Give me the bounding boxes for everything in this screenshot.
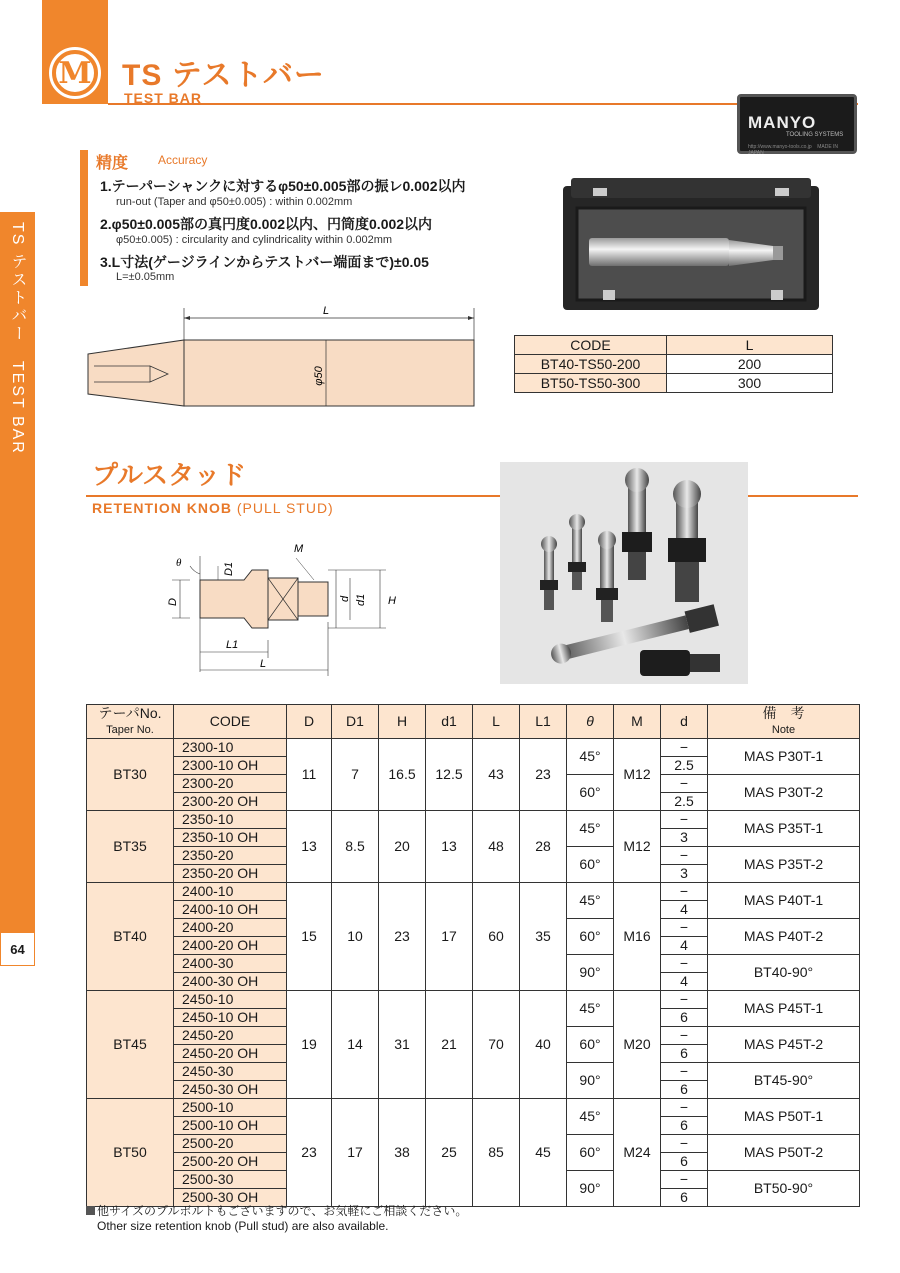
header-code: CODE: [174, 705, 287, 739]
cell-note: MAS P40T-2: [708, 919, 860, 955]
accuracy-item-2: 2.φ50±0.005部の真円度0.002以内、円筒度0.002以内: [100, 216, 433, 232]
cell-code: 2500-30 OH: [174, 1189, 287, 1207]
label-D1: D1: [223, 561, 235, 576]
cell-d1: 13: [426, 811, 473, 883]
cell-D: 13: [287, 811, 332, 883]
cell-d: −: [661, 1027, 708, 1045]
cell-code: BT40-TS50-200: [515, 355, 667, 374]
manyo-logo-icon: [46, 44, 104, 102]
cell-note: MAS P50T-1: [708, 1099, 860, 1135]
cell-d: 6: [661, 1189, 708, 1207]
accuracy-item-1-en: run-out (Taper and φ50±0.005) : within 0.002mm: [116, 196, 353, 208]
cell-d: 6: [661, 1081, 708, 1099]
cell-theta: 90°: [567, 1171, 614, 1207]
table-header-row: [515, 336, 833, 355]
cell-L: 48: [473, 811, 520, 883]
cell-note: BT50-90°: [708, 1171, 860, 1207]
header-M: M: [614, 705, 661, 739]
cell-taper: BT40: [87, 883, 174, 991]
footnote: [86, 1204, 467, 1234]
cell-code: 2300-20: [174, 775, 287, 793]
cell-H: 31: [379, 991, 426, 1099]
cell-D1: 14: [332, 991, 379, 1099]
cell-L1: 35: [520, 883, 567, 991]
cell-code: 2500-20: [174, 1135, 287, 1153]
header-D1: D1: [332, 705, 379, 739]
cell-L1: 40: [520, 991, 567, 1099]
cell-note: MAS P45T-2: [708, 1027, 860, 1063]
cell-code: 2500-10 OH: [174, 1117, 287, 1135]
cell-code: 2450-20 OH: [174, 1045, 287, 1063]
cell-d: 6: [661, 1153, 708, 1171]
cell-H: 16.5: [379, 739, 426, 811]
cell-d: −: [661, 811, 708, 829]
header-D: D: [287, 705, 332, 739]
test-bar-code-table: [514, 335, 833, 393]
square-bullet-icon: [86, 1206, 95, 1215]
cell-code: 2450-30 OH: [174, 1081, 287, 1099]
cell-code: BT50-TS50-300: [515, 374, 667, 393]
cell-d1: 25: [426, 1099, 473, 1207]
cell-code: 2300-10: [174, 739, 287, 757]
cell-D: 23: [287, 1099, 332, 1207]
accuracy-item-2-en: φ50±0.005) : circularity and cylindricality within 0.002mm: [116, 234, 393, 246]
footnote-en: Other size retention knob (Pull stud) are also available.: [97, 1219, 389, 1233]
cell-code: 2400-30 OH: [174, 973, 287, 991]
accuracy-marker: [80, 150, 88, 286]
cell-code: 2450-10: [174, 991, 287, 1009]
header-code: CODE: [515, 336, 667, 355]
cell-M: M24: [614, 1099, 661, 1207]
header-L: L: [473, 705, 520, 739]
label-M: M: [294, 543, 304, 555]
cell-d1: 17: [426, 883, 473, 991]
cell-d: 6: [661, 1009, 708, 1027]
pull-stud-drawing: [160, 536, 420, 684]
accuracy-heading-en: Accuracy: [158, 153, 208, 167]
table-row: [87, 991, 860, 1009]
table-row: [87, 1099, 860, 1117]
cell-code: 2500-10: [174, 1099, 287, 1117]
cell-code: 2400-10: [174, 883, 287, 901]
cell-theta: 90°: [567, 1063, 614, 1099]
label-L1: L1: [226, 639, 239, 651]
accuracy-item-3-en: L=±0.05mm: [116, 271, 175, 283]
brand-tagline: TOOLING SYSTEMS: [786, 132, 844, 138]
header-theta: θ: [567, 705, 614, 739]
cell-theta: 45°: [567, 883, 614, 919]
retention-knob-photo: [500, 462, 748, 684]
cell-note: MAS P30T-2: [708, 775, 860, 811]
header-L1: L1: [520, 705, 567, 739]
cell-H: 20: [379, 811, 426, 883]
cell-d: 3: [661, 865, 708, 883]
cell-d: 6: [661, 1117, 708, 1135]
cell-taper: BT50: [87, 1099, 174, 1207]
cell-D1: 17: [332, 1099, 379, 1207]
cell-code: 2400-30: [174, 955, 287, 973]
header-taper: テーパNo. Taper No.: [87, 705, 174, 739]
cell-note: MAS P30T-1: [708, 739, 860, 775]
cell-note: MAS P35T-1: [708, 811, 860, 847]
manyo-brand-plate: [737, 94, 857, 154]
brand-url: http://www.manyo-tools.co.jp MADE IN JAPAN: [748, 144, 839, 156]
cell-code: 2350-20 OH: [174, 865, 287, 883]
cell-l: 300: [667, 374, 833, 393]
header-l: L: [667, 336, 833, 355]
table-row: [515, 374, 833, 393]
cell-code: 2450-10 OH: [174, 1009, 287, 1027]
cell-L1: 28: [520, 811, 567, 883]
accuracy-item-1: 1.テーパーシャンクに対するφ50±0.005部の振レ0.002以内: [100, 178, 466, 194]
table-row: [87, 811, 860, 829]
side-tab-label: TS テストバー TEST BAR: [9, 222, 26, 455]
drawing-label-L: L: [322, 305, 330, 317]
cell-code: 2300-10 OH: [174, 757, 287, 775]
cell-D1: 8.5: [332, 811, 379, 883]
cell-L: 60: [473, 883, 520, 991]
cell-M: M12: [614, 739, 661, 811]
cell-theta: 90°: [567, 955, 614, 991]
cell-d: −: [661, 991, 708, 1009]
cell-D1: 7: [332, 739, 379, 811]
logo-letter: M: [52, 50, 98, 96]
pull-stud-subtitle: RETENTION KNOB (PULL STUD): [92, 500, 334, 516]
cell-note: BT40-90°: [708, 955, 860, 991]
test-bar-drawing: [80, 300, 480, 410]
cell-d: −: [661, 883, 708, 901]
cell-d: 4: [661, 901, 708, 919]
cell-d1: 12.5: [426, 739, 473, 811]
cell-code: 2450-20: [174, 1027, 287, 1045]
cell-d: 4: [661, 973, 708, 991]
cell-L1: 23: [520, 739, 567, 811]
cell-note: MAS P40T-1: [708, 883, 860, 919]
retention-knob-spec-table: [86, 704, 860, 1207]
cell-code: 2450-30: [174, 1063, 287, 1081]
accuracy-item-3: 3.L寸法(ゲージラインからテストバー端面まで)±0.05: [100, 254, 429, 270]
cell-theta: 60°: [567, 775, 614, 811]
cell-d: −: [661, 955, 708, 973]
cell-taper: BT30: [87, 739, 174, 811]
cell-L: 85: [473, 1099, 520, 1207]
cell-code: 2300-20 OH: [174, 793, 287, 811]
footnote-jp: 他サイズのプルボルトもございますので、お気軽にご相談ください。: [86, 1204, 467, 1219]
drawing-label-dia: φ50: [313, 366, 325, 386]
cell-D: 11: [287, 739, 332, 811]
cell-d1: 21: [426, 991, 473, 1099]
page-number: 64: [0, 932, 35, 966]
label-D: D: [167, 598, 179, 606]
label-H: H: [388, 595, 396, 607]
label-d: d: [339, 595, 351, 602]
table-header-row: [87, 705, 860, 739]
cell-theta: 60°: [567, 1027, 614, 1063]
cell-theta: 45°: [567, 739, 614, 775]
cell-D1: 10: [332, 883, 379, 991]
cell-D: 19: [287, 991, 332, 1099]
cell-note: MAS P45T-1: [708, 991, 860, 1027]
cell-d: 2.5: [661, 757, 708, 775]
cell-H: 38: [379, 1099, 426, 1207]
cell-note: BT45-90°: [708, 1063, 860, 1099]
header-d1: d1: [426, 705, 473, 739]
cell-L: 70: [473, 991, 520, 1099]
cell-d: 2.5: [661, 793, 708, 811]
cell-d: −: [661, 775, 708, 793]
cell-code: 2500-30: [174, 1171, 287, 1189]
cell-d: −: [661, 1099, 708, 1117]
cell-M: M12: [614, 811, 661, 883]
table-row: [87, 739, 860, 757]
cell-code: 2400-20 OH: [174, 937, 287, 955]
page-subtitle: TEST BAR: [124, 90, 202, 106]
cell-theta: 45°: [567, 1099, 614, 1135]
cell-theta: 60°: [567, 847, 614, 883]
cell-d: −: [661, 847, 708, 865]
label-L: L: [260, 658, 267, 670]
cell-d: 3: [661, 829, 708, 847]
cell-H: 23: [379, 883, 426, 991]
cell-d: −: [661, 1135, 708, 1153]
cell-taper: BT45: [87, 991, 174, 1099]
cell-theta: 45°: [567, 991, 614, 1027]
cell-D: 15: [287, 883, 332, 991]
cell-taper: BT35: [87, 811, 174, 883]
cell-theta: 60°: [567, 1135, 614, 1171]
cell-theta: 45°: [567, 811, 614, 847]
header-H: H: [379, 705, 426, 739]
header-note: 備 考 Note: [708, 705, 860, 739]
cell-code: 2400-10 OH: [174, 901, 287, 919]
cell-L: 43: [473, 739, 520, 811]
table-row: [87, 883, 860, 901]
cell-d: −: [661, 1063, 708, 1081]
cell-M: M20: [614, 991, 661, 1099]
cell-theta: 60°: [567, 919, 614, 955]
brand-name: MANYO: [748, 113, 817, 132]
cell-code: 2400-20: [174, 919, 287, 937]
table-row: [515, 355, 833, 374]
cell-d: −: [661, 1171, 708, 1189]
cell-d: 6: [661, 1045, 708, 1063]
cell-M: M16: [614, 883, 661, 991]
cell-code: 2500-20 OH: [174, 1153, 287, 1171]
accuracy-heading: 精度: [96, 155, 129, 172]
cell-d: 4: [661, 937, 708, 955]
cell-L1: 45: [520, 1099, 567, 1207]
pull-stud-title: プルスタッド: [92, 460, 247, 490]
page-title: TS テストバー: [122, 59, 325, 92]
cell-code: 2350-10: [174, 811, 287, 829]
cell-note: MAS P50T-2: [708, 1135, 860, 1171]
cell-d: −: [661, 919, 708, 937]
cell-d: −: [661, 739, 708, 757]
test-bar-case-photo: [563, 178, 819, 310]
cell-code: 2350-10 OH: [174, 829, 287, 847]
cell-l: 200: [667, 355, 833, 374]
cell-note: MAS P35T-2: [708, 847, 860, 883]
label-d1: d1: [355, 593, 367, 606]
label-theta: θ: [176, 557, 182, 569]
cell-code: 2350-20: [174, 847, 287, 865]
header-d: d: [661, 705, 708, 739]
